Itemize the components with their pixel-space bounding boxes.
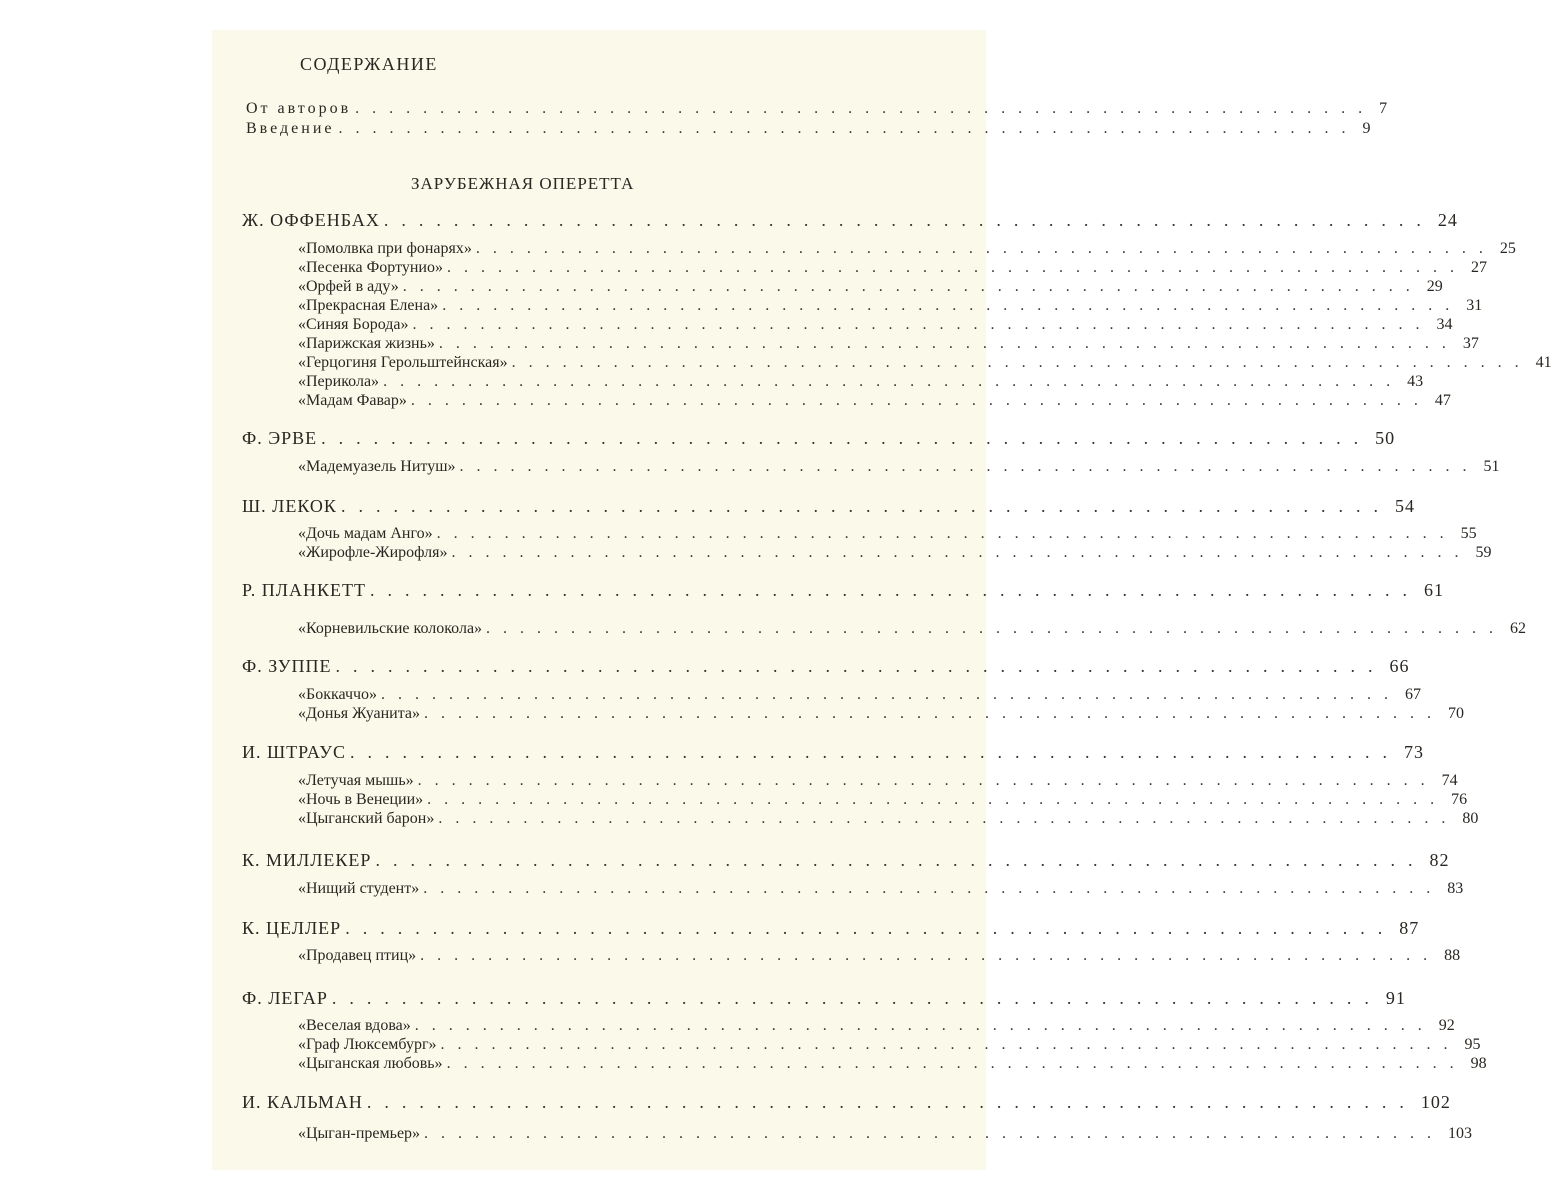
work-entry xyxy=(298,240,1516,260)
work-entry-page-number: 95 xyxy=(1464,1036,1481,1053)
composer-entry-label: К. ЦЕЛЛЕР xyxy=(242,918,342,938)
work-entry xyxy=(298,335,1479,355)
composer-entry xyxy=(242,496,1415,516)
composer-entry-page-number: 102 xyxy=(1420,1092,1451,1112)
work-entry xyxy=(298,620,1527,640)
work-entry-page-number: 31 xyxy=(1466,297,1483,314)
work-entry xyxy=(298,810,1479,830)
work-entry-label: «Летучая мышь» xyxy=(298,772,414,789)
composer-entry xyxy=(242,428,1396,448)
work-entry-label: «Мадам Фавар» xyxy=(298,392,407,409)
dot-leader: ............................................................ xyxy=(410,392,1431,409)
dot-leader: ............................................................ xyxy=(446,1055,1467,1072)
work-entry-label: «Дочь мадам Анго» xyxy=(298,525,433,542)
work-entry-label: «Песенка Фортунио» xyxy=(298,259,443,276)
work-entry xyxy=(298,705,1464,725)
work-entry xyxy=(298,1055,1487,1075)
work-entry-label: «Корневильские колокола» xyxy=(298,620,483,637)
work-entry-label: «Помолвка при фонарях» xyxy=(298,240,472,257)
work-entry xyxy=(298,686,1422,706)
work-entry xyxy=(298,278,1443,298)
dot-leader: ............................................................ xyxy=(350,742,1401,762)
work-entry-label: «Продавец птиц» xyxy=(298,947,417,964)
work-entry xyxy=(298,1036,1481,1056)
work-entry xyxy=(298,772,1458,792)
work-entry-label: «Жирофле-Жирофля» xyxy=(298,544,448,561)
composer-entry xyxy=(242,742,1425,762)
composer-entry-page-number: 87 xyxy=(1399,918,1420,938)
work-entry-page-number: 83 xyxy=(1447,880,1464,897)
work-entry-label: «Донья Жуанита» xyxy=(298,705,420,722)
composer-entry-label: Ф. ЗУППЕ xyxy=(242,656,332,676)
dot-leader: ............................................................ xyxy=(446,259,1467,276)
dot-leader: ............................................................ xyxy=(335,656,1386,676)
composer-entry-page-number: 24 xyxy=(1437,210,1458,230)
dot-leader: ............................................................ xyxy=(366,1092,1417,1112)
work-entry-page-number: 74 xyxy=(1441,772,1458,789)
dot-leader: ............................................................ xyxy=(436,525,1457,542)
dot-leader: ............................................................ xyxy=(338,120,1359,137)
composer-entry xyxy=(242,1092,1451,1112)
work-entry-label: «Прекрасная Елена» xyxy=(298,297,439,314)
work-entry-label: «Синяя Борода» xyxy=(298,316,409,333)
composer-entry-page-number: 54 xyxy=(1394,496,1415,516)
front-matter-item xyxy=(246,100,1391,120)
composer-entry-label: Ш. ЛЕКОК xyxy=(242,496,337,516)
work-entry-page-number: 67 xyxy=(1405,686,1422,703)
dot-leader: ............................................................ xyxy=(345,918,1396,938)
dot-leader: ............................................................ xyxy=(383,373,1404,390)
work-entry-label: «Нищий студент» xyxy=(298,880,420,897)
composer-entry-label: И. ШТРАУС xyxy=(242,742,347,762)
work-entry xyxy=(298,373,1424,393)
composer-entry-label: Ж. ОФФЕНБАХ xyxy=(242,210,380,230)
work-entry-page-number: 25 xyxy=(1499,240,1516,257)
dot-leader: ............................................................ xyxy=(381,686,1402,703)
dot-leader: ............................................................ xyxy=(369,580,1420,600)
work-entry-label: «Герцогиня Герольштейнская» xyxy=(298,354,508,371)
work-entry xyxy=(298,880,1464,900)
dot-leader: ............................................................ xyxy=(355,100,1376,117)
composer-entry-page-number: 73 xyxy=(1404,742,1425,762)
work-entry-page-number: 88 xyxy=(1444,947,1461,964)
work-entry-label: «Граф Люксембург» xyxy=(298,1036,437,1053)
work-entry xyxy=(298,458,1500,478)
work-entry-label: «Веселая вдова» xyxy=(298,1017,411,1034)
front-matter-item-label: От авторов xyxy=(246,100,352,117)
composer-entry-label: Р. ПЛАНКЕТТ xyxy=(242,580,366,600)
dot-leader: ............................................................ xyxy=(438,335,1459,352)
work-entry xyxy=(298,1017,1455,1037)
work-entry-page-number: 51 xyxy=(1483,458,1500,475)
composer-entry-page-number: 61 xyxy=(1423,580,1444,600)
composer-entry-page-number: 91 xyxy=(1385,988,1406,1008)
work-entry-label: «Цыган-премьер» xyxy=(298,1125,421,1142)
work-entry xyxy=(298,297,1483,317)
composer-entry xyxy=(242,580,1444,600)
dot-leader: ............................................................ xyxy=(402,278,1423,295)
dot-leader: ............................................................ xyxy=(427,791,1448,808)
work-entry-page-number: 92 xyxy=(1438,1017,1455,1034)
page-title: СОДЕРЖАНИЕ xyxy=(300,54,438,74)
dot-leader: ............................................................ xyxy=(420,947,1441,964)
dot-leader: ............................................................ xyxy=(321,428,1372,448)
work-entry-page-number: 43 xyxy=(1407,373,1424,390)
work-entry-page-number: 47 xyxy=(1434,392,1451,409)
work-entry xyxy=(298,1125,1473,1145)
dot-leader: ............................................................ xyxy=(331,988,1382,1008)
work-entry-page-number: 29 xyxy=(1426,278,1443,295)
work-entry xyxy=(298,544,1492,564)
dot-leader: ............................................................ xyxy=(375,850,1426,870)
composer-entry-page-number: 82 xyxy=(1429,850,1450,870)
front-matter-item xyxy=(246,120,1374,140)
work-entry-page-number: 55 xyxy=(1460,525,1477,542)
work-entry-page-number: 27 xyxy=(1470,259,1487,276)
dot-leader: ............................................................ xyxy=(340,496,1391,516)
composer-entry-label: К. МИЛЛЕКЕР xyxy=(242,850,372,870)
front-matter-item-page-number: 9 xyxy=(1362,120,1374,137)
work-entry-page-number: 103 xyxy=(1448,1125,1473,1142)
work-entry xyxy=(298,947,1461,967)
section-title: ЗАРУБЕЖНАЯ ОПЕРЕТТА xyxy=(411,174,635,193)
dot-leader: ............................................................ xyxy=(424,705,1444,722)
composer-entry xyxy=(242,850,1450,870)
dot-leader: ............................................................ xyxy=(424,1125,1445,1142)
dot-leader: ............................................................ xyxy=(423,880,1444,897)
work-entry-label: «Перикола» xyxy=(298,373,380,390)
work-entry-page-number: 34 xyxy=(1436,316,1453,333)
composer-entry xyxy=(242,988,1406,1008)
work-entry-page-number: 80 xyxy=(1462,810,1479,827)
dot-leader: ............................................................ xyxy=(451,544,1472,561)
front-matter-item-page-number: 7 xyxy=(1379,100,1391,117)
dot-leader: ............................................................ xyxy=(475,240,1496,257)
work-entry-label: «Цыганский барон» xyxy=(298,810,435,827)
dot-leader: ............................................................ xyxy=(511,354,1532,371)
composer-entry-label: Ф. ЭРВЕ xyxy=(242,428,318,448)
composer-entry-page-number: 50 xyxy=(1375,428,1396,448)
dot-leader: ............................................................ xyxy=(438,810,1459,827)
front-matter-item-label: Введение xyxy=(246,120,335,137)
work-entry-label: «Боккаччо» xyxy=(298,686,378,703)
dot-leader: ............................................................ xyxy=(440,1036,1461,1053)
work-entry-page-number: 70 xyxy=(1448,705,1464,722)
work-entry xyxy=(298,392,1451,412)
dot-leader: ............................................................ xyxy=(383,210,1434,230)
work-entry-label: «Мадемуазель Нитуш» xyxy=(298,458,456,475)
work-entry xyxy=(298,791,1468,811)
dot-leader: ............................................................ xyxy=(417,772,1438,789)
work-entry xyxy=(298,525,1477,545)
work-entry-label: «Парижская жизнь» xyxy=(298,335,435,352)
work-entry xyxy=(298,316,1453,336)
work-entry-label: «Ночь в Венеции» xyxy=(298,791,424,808)
work-entry-page-number: 59 xyxy=(1475,544,1492,561)
work-entry-page-number: 98 xyxy=(1470,1055,1487,1072)
work-entry xyxy=(298,354,1552,374)
work-entry-label: «Цыганская любовь» xyxy=(298,1055,443,1072)
composer-entry xyxy=(242,656,1410,676)
dot-leader: ............................................................ xyxy=(414,1017,1435,1034)
work-entry-page-number: 76 xyxy=(1451,791,1468,808)
dot-leader: ............................................................ xyxy=(442,297,1463,314)
dot-leader: ............................................................ xyxy=(486,620,1507,637)
dot-leader: ............................................................ xyxy=(412,316,1433,333)
composer-entry-label: Ф. ЛЕГАР xyxy=(242,988,328,1008)
work-entry-page-number: 41 xyxy=(1535,354,1552,371)
work-entry xyxy=(298,259,1487,279)
work-entry-label: «Орфей в аду» xyxy=(298,278,399,295)
composer-entry xyxy=(242,210,1458,230)
composer-entry-label: И. КАЛЬМАН xyxy=(242,1092,363,1112)
work-entry-page-number: 62 xyxy=(1510,620,1527,637)
dot-leader: ............................................................ xyxy=(459,458,1480,475)
work-entry-page-number: 37 xyxy=(1462,335,1479,352)
composer-entry-page-number: 66 xyxy=(1389,656,1410,676)
composer-entry xyxy=(242,918,1420,938)
